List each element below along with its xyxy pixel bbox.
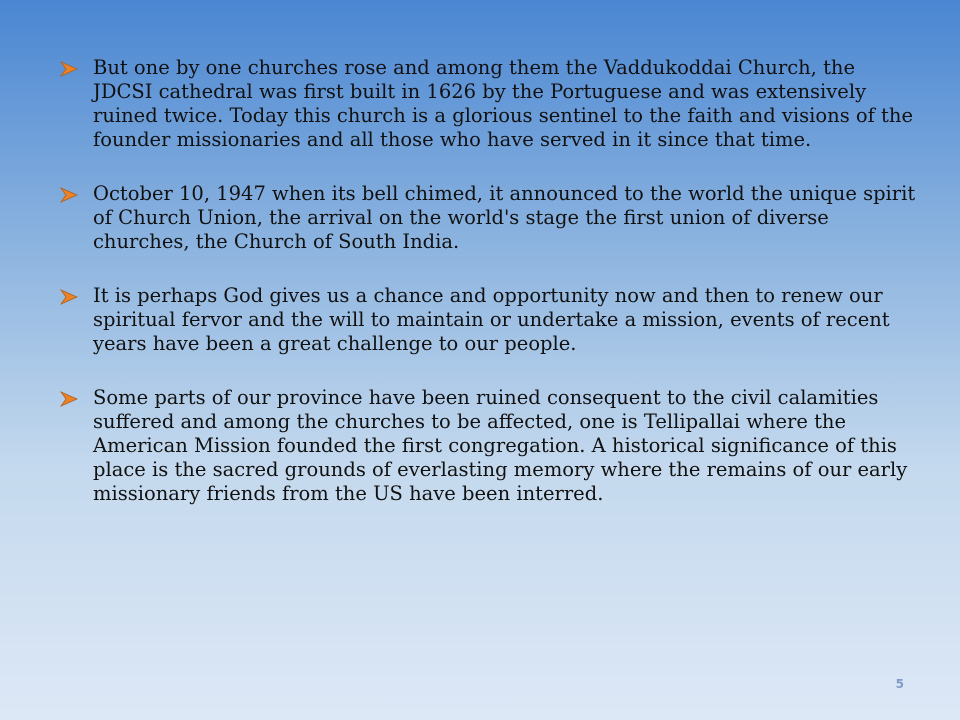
page-number: 5 [895, 677, 904, 691]
arrow-bullet-icon [60, 187, 78, 203]
bullet-item [60, 284, 920, 356]
bullet-item [60, 386, 920, 506]
arrow-bullet-icon [60, 289, 78, 305]
bullet-text: October 10, 1947 when its bell chimed, it announced to the world the unique spirit of Church Union, the arrival on the world's stage the first union of diverse churches, the Church of South India. [93, 182, 916, 253]
bullet-item [60, 182, 920, 254]
bullet-text: But one by one churches rose and among them the Vaddukoddai Church, the JDCSI cathedral was first built in 1626 by the Portuguese and was extensively ruined twice. Today this church is a glorious sentinel to the faith and visions of the founder missionaries and all those who have served in it since that time. [93, 56, 913, 151]
arrow-bullet-icon [60, 391, 78, 407]
bullet-text: It is perhaps God gives us a chance and opportunity now and then to renew our spiritual fervor and the will to maintain or undertake a mission, events of recent years have been a great challenge to our people. [93, 284, 890, 355]
bullet-text: Some parts of our province have been ruined consequent to the civil calamities suffered and among the churches to be affected, one is Tellipallai where the American Mission founded the first congregation. A historical significance of this place is the sacred grounds of everlasting memory where the remains of our early missionary friends from the US have been interred. [93, 386, 908, 505]
bullet-list [60, 56, 920, 506]
bullet-item [60, 56, 920, 152]
arrow-bullet-icon [60, 61, 78, 77]
